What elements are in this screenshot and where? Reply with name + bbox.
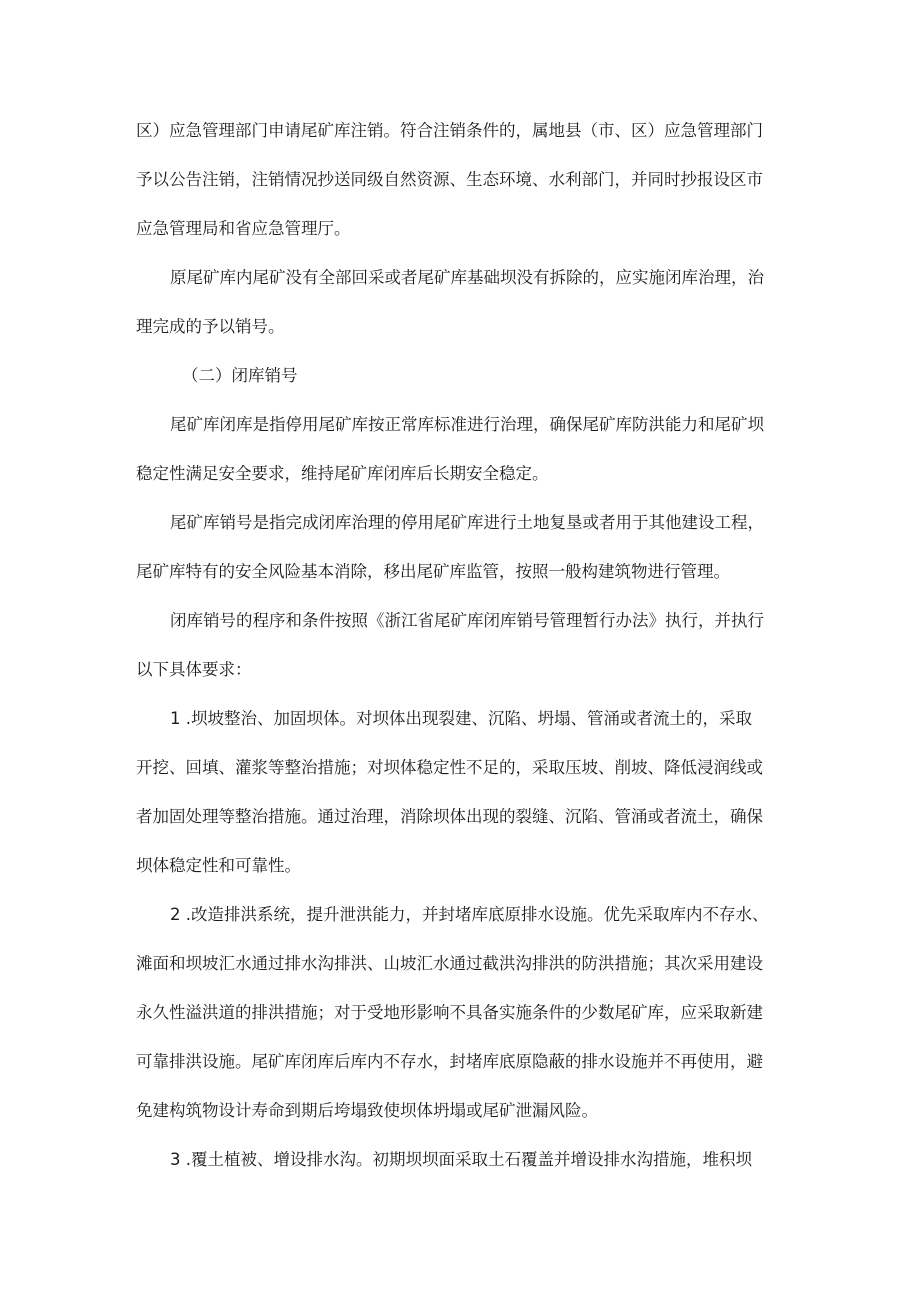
text-line: 稳定性满足安全要求，维持尾矿库闭库后长期安全稳定。 — [136, 464, 549, 483]
text-line: 坝体稳定性和可靠性。 — [136, 856, 301, 875]
paragraph-2 — [136, 265, 786, 339]
text-line: 闭库销号的程序和条件按照《浙江省尾矿库闭库销号管理暂行办法》执行，并执行 — [170, 611, 764, 630]
text-line: 2 .改造排洪系统，提升泄洪能力，并封堵库底原排水设施。优先采取库内不存水、 — [170, 905, 769, 924]
text-line: 1 .坝坡整治、加固坝体。对坝体出现裂建、沉陷、坍塌、管涌或者流土的，采取 — [170, 709, 752, 728]
text-line: 滩面和坝坡汇水通过排水沟排洪、山坡汇水通过截洪沟排洪的防洪措施；其次采用建设 — [136, 954, 763, 973]
text-line: 尾矿库闭库是指停用尾矿库按正常库标准进行治理，确保尾矿库防洪能力和尾矿坝 — [170, 415, 764, 434]
text-line: 尾矿库特有的安全风险基本消除，移出尾矿库监管，按照一般构建筑物进行管理。 — [136, 562, 730, 581]
text-line: 区）应急管理部门申请尾矿库注销。符合注销条件的，属地县（市、区）应急管理部门 — [136, 121, 763, 140]
heading-text: （二）闭库销号 — [182, 366, 298, 385]
document-body — [136, 118, 786, 1172]
text-line: 开挖、回填、灌浆等整治措施；对坝体稳定性不足的，采取压坡、削坡、降低浸润线或 — [136, 758, 763, 777]
paragraph-1 — [136, 118, 786, 241]
section-heading — [136, 363, 786, 388]
text-line: 理完成的予以销号。 — [136, 317, 285, 336]
paragraph-8 — [136, 1147, 786, 1172]
text-line: 3 .覆土植被、增设排水沟。初期坝坝面采取土石覆盖并增设排水沟措施，堆积坝 — [170, 1150, 752, 1169]
text-line: 原尾矿库内尾矿没有全部回采或者尾矿库基础坝没有拆除的，应实施闭库治理，治 — [170, 268, 764, 287]
text-line: 应急管理局和省应急管理厅。 — [136, 219, 351, 238]
paragraph-3 — [136, 412, 786, 486]
text-line: 免建构筑物设计寿命到期后垮塌致使坝体坍塌或尾矿泄漏风险。 — [136, 1101, 598, 1120]
text-line: 予以公告注销，注销情况抄送同级自然资源、生态环境、水利部门，并同时抄报设区市 — [136, 170, 763, 189]
text-line: 可靠排洪设施。尾矿库闭库后库内不存水，封堵库底原隐蔽的排水设施并不再使用，避 — [136, 1052, 763, 1071]
paragraph-7 — [136, 902, 786, 1123]
text-line: 永久性溢洪道的排洪措施；对于受地形影响不具备实施条件的少数尾矿库，应采取新建 — [136, 1003, 763, 1022]
paragraph-5 — [136, 608, 786, 682]
text-line: 以下具体要求： — [136, 660, 252, 679]
paragraph-6 — [136, 706, 786, 878]
text-line: 尾矿库销号是指完成闭库治理的停用尾矿库进行土地复垦或者用于其他建设工程， — [170, 513, 764, 532]
text-line: 者加固处理等整治措施。通过治理，消除坝体出现的裂缝、沉陷、管涌或者流土，确保 — [136, 807, 763, 826]
paragraph-4 — [136, 510, 786, 584]
